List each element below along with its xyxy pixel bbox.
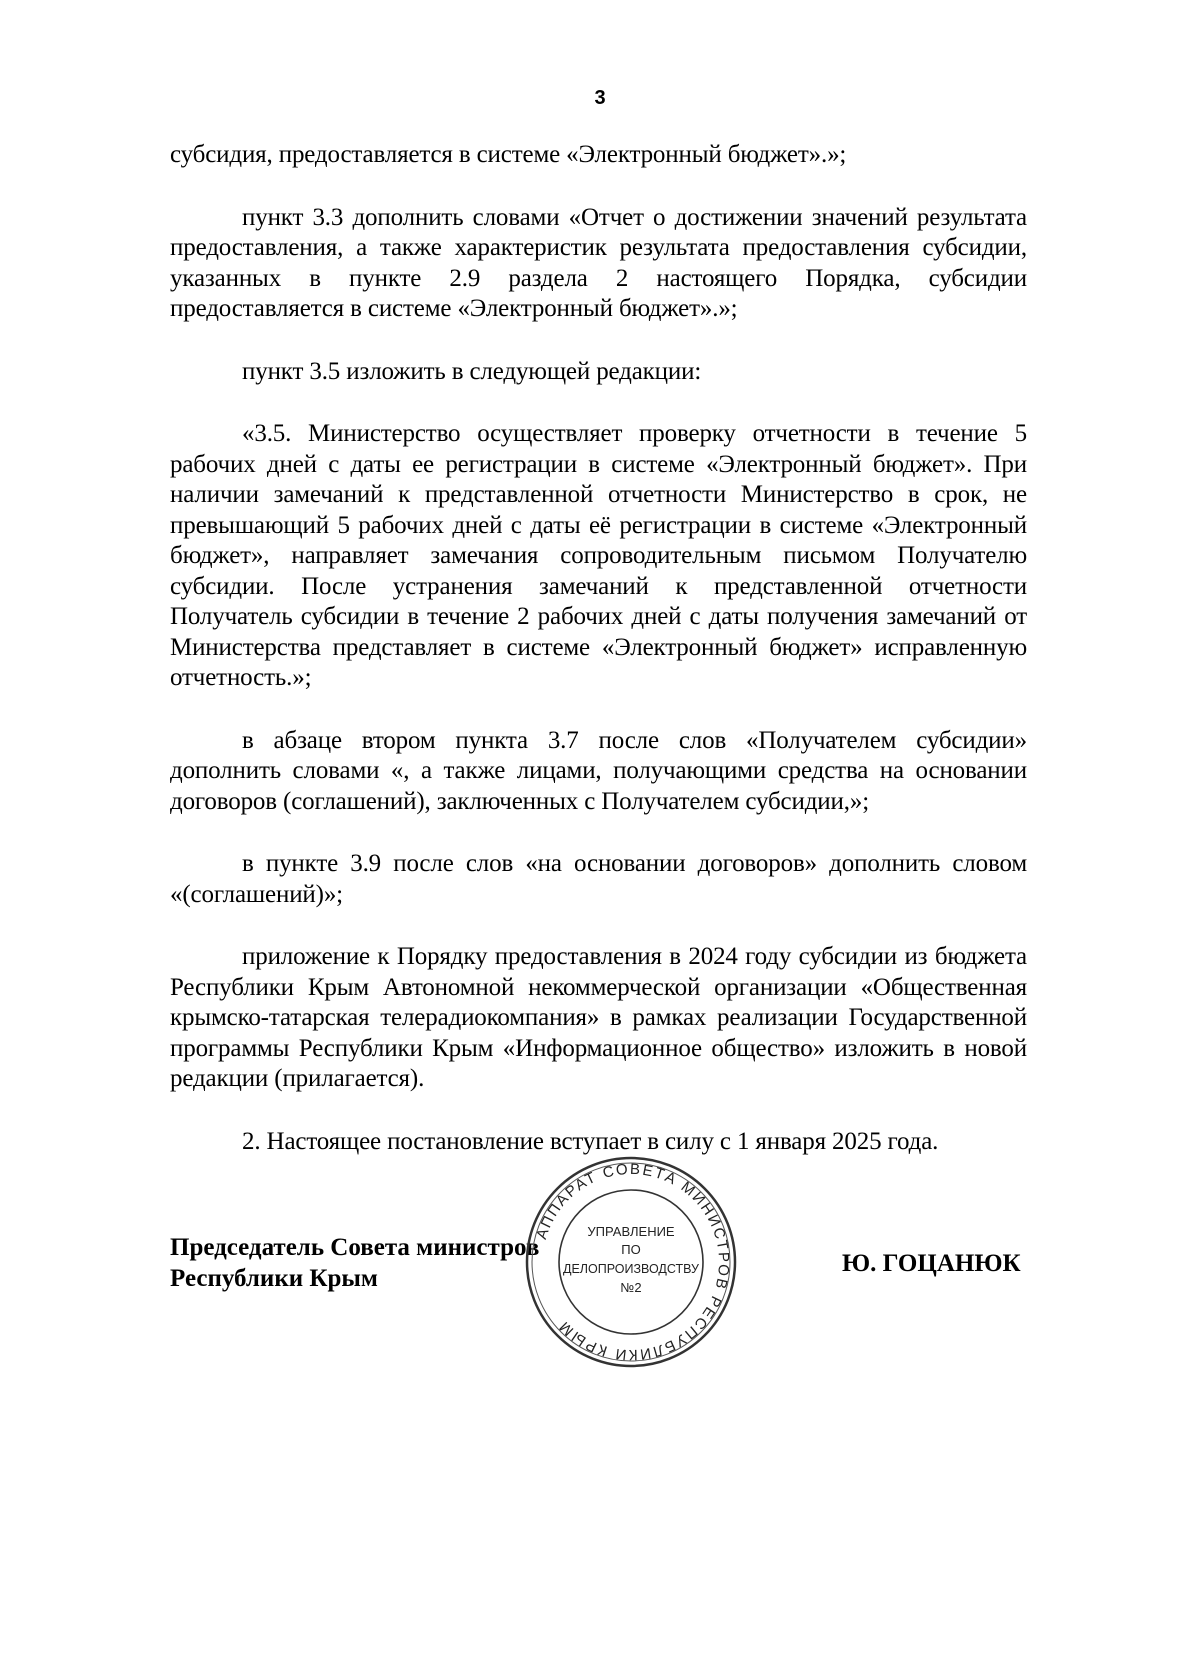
page-number: 3	[594, 87, 606, 109]
paragraph-effective-date: 2. Настоящее постановление вступает в силу с 1 января 2025 года.	[242, 1127, 939, 1155]
paragraph-point-3-5-intro: пункт 3.5 изложить в следующей редакции:	[242, 357, 702, 385]
stamp-line4: №2	[620, 1280, 642, 1295]
official-stamp	[521, 1152, 741, 1372]
signatory-name: Ю. ГОЦАНЮК	[842, 1250, 1021, 1277]
signatory-title	[170, 1232, 539, 1294]
stamp-line2: ПО	[621, 1242, 641, 1257]
paragraph-point-3-9: в пункте 3.9 после слов «на основании договоров» дополнить словом «(соглашений)»;	[170, 850, 1027, 908]
signatory-title-line1: Председатель Совета министров	[170, 1234, 540, 1261]
stamp-line1: УПРАВЛЕНИЕ	[587, 1224, 675, 1239]
paragraph-continuation: субсидия, предоставляется в системе «Электронный бюджет».»;	[170, 141, 847, 168]
signatory-title-line2: Республики Крым	[170, 1265, 378, 1292]
paragraph-point-3-5-text: «3.5. Министерство осуществляет проверку отчетности в течение 5 рабочих дней с даты ее регистрации в системе «Электронный бюджет». При наличии замечаний к представленной отчетности Министерство в срок, не превышающий 5 рабочих дней с даты её регистрации в системе «Электронный бюджет», направляет замечания сопроводительным письмом Получателю субсидии. После устранения замечаний к представленной отчетности Получатель субсидии в течение 2 рабочих дней с даты получения замечаний от Министерства представляет в системе «Электронный бюджет» исправленную отчетность.»;	[170, 420, 1027, 691]
paragraph-point-3-7: в абзаце втором пункта 3.7 после слов «Получателем субсидии» дополнить словами «, а также лицами, получающими средства на основании договоров (соглашений), заключенных с Получателем субсидии,»;	[170, 726, 1027, 815]
stamp-ring-text: АППАРАТ СОВЕТА МИНИСТРОВ РЕСПУБЛИКИ КРЫМ	[533, 1160, 733, 1364]
stamp-line3: ДЕЛОПРОИЗВОДСТВУ	[563, 1262, 699, 1276]
paragraph-appendix: приложение к Порядку предоставления в 2024 году субсидии из бюджета Республики Крым Автономной некоммерческой организации «Общественная крымско-татарская телерадиокомпания» в рамках реализации Государственной программы Республики Крым «Информационное общество» изложить в новой редакции (прилагается).	[170, 943, 1027, 1092]
paragraph-point-3-3: пункт 3.3 дополнить словами «Отчет о достижении значений результата предоставления, а также характеристик результата предоставления субсидии, указанных в пункте 2.9 раздела 2 настоящего Порядка, субсидии предоставляется в системе «Электронный бюджет».»;	[170, 203, 1027, 322]
body-text	[170, 140, 1027, 1189]
